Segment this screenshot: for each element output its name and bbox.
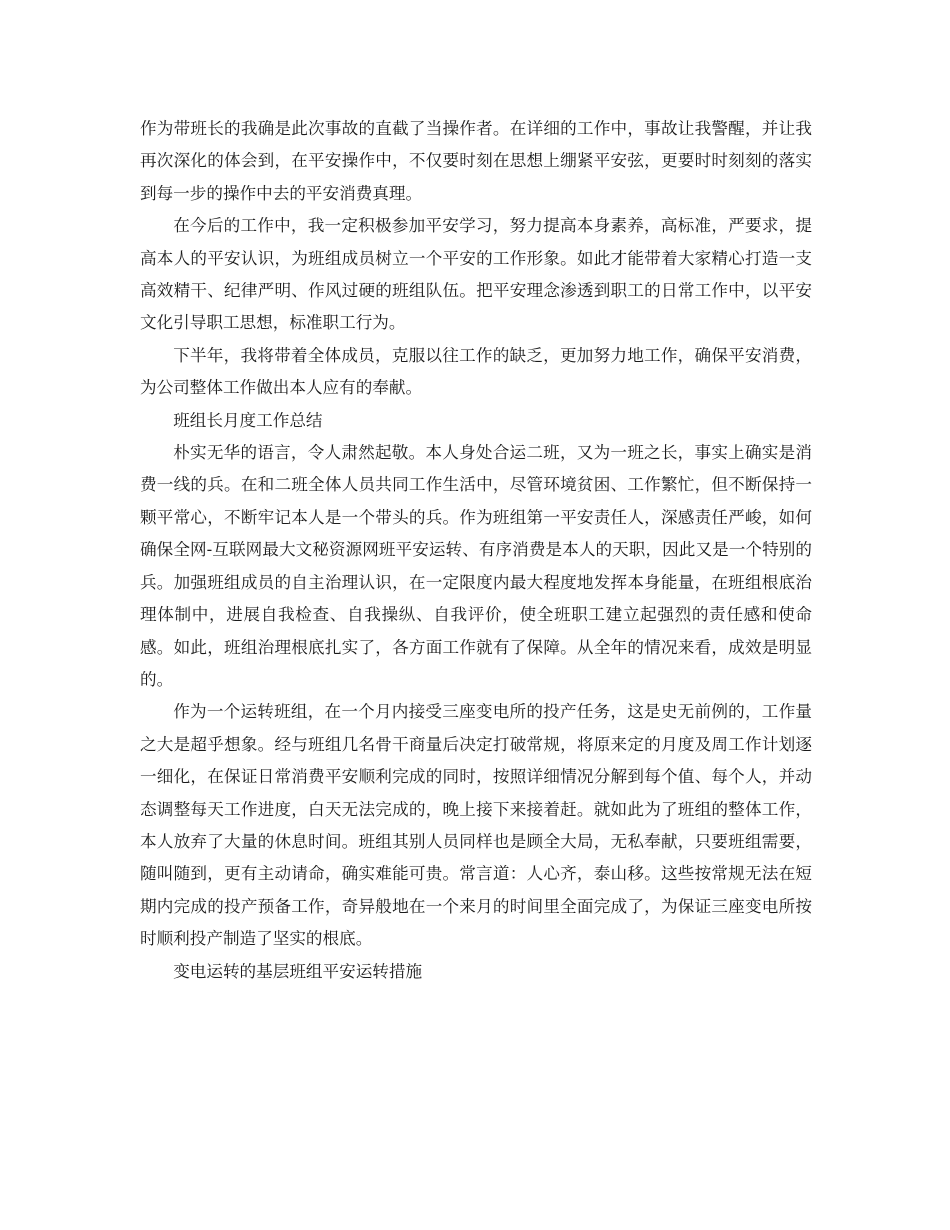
section-heading-safety-measures: 变电运转的基层班组平安运转措施 [173, 961, 423, 981]
paragraph-safety-commitment: 在今后的工作中，我一定积极参加平安学习，努力提高本身素养，高标准，严要求，提高本人的平安认识，为班组成员树立一个平安的工作形象。如此才能带着大家精心打造一支高效精干、纪律严明、作风过硬的班组队伍。把平安理念渗透到职工的日常工作中，以平安文化引导职工思想，标准职工行为。 [140, 216, 812, 333]
document-page [140, 113, 812, 988]
paragraph-second-half-year: 下半年，我将带着全体成员，克服以往工作的缺乏，更加努力地工作，确保平安消费，为公司整体工作做出本人应有的奉献。 [140, 345, 812, 398]
section-heading-monthly-summary: 班组长月度工作总结 [173, 410, 323, 430]
paragraph-continuation: 作为带班长的我确是此次事故的直截了当操作者。在详细的工作中，事故让我警醒，并让我再次深化的体会到，在平安操作中，不仅要时刻在思想上绷紧平安弦，更要时时刻刻的落实到每一步的操作中去的平安消费真理。 [140, 119, 812, 203]
paragraph-commissioning-tasks: 作为一个运转班组，在一个月内接受三座变电所的投产任务，这是史无前例的，工作量之大是超乎想象。经与班组几名骨干商量后决定打破常规，将原来定的月度及周工作计划逐一细化，在保证日常消费平安顺利完成的同时，按照详细情况分解到每个值、每个人，并动态调整每天工作进度，白天无法完成的，晚上接下来接着赶。就如此为了班组的整体工作，本人放弃了大量的休息时间。班组其别人员同样也是顾全大局，无私奉献，只要班组需要，随叫随到，更有主动请命，确实难能可贵。常言道：人心齐，泰山移。这些按常规无法在短期内完成的投产预备工作，奇异般地在一个来月的时间里全面完成了，为保证三座变电所按时顺利投产制造了坚实的根底。 [140, 702, 812, 949]
paragraph-team-leader-role: 朴实无华的语言，令人肃然起敬。本人身处合运二班，又为一班之长，事实上确实是消费一线的兵。在和二班全体人员共同工作生活中，尽管环境贫困、工作繁忙，但不断保持一颗平常心，不断牢记本人是一个带头的兵。作为班组第一平安责任人，深感责任严峻，如何确保全网-互联网最大文秘资源网班平安运转、有序消费是本人的天职，因此又是一个特别的兵。加强班组成员的自主治理认识，在一定限度内最大程度地发挥本身能量，在班组根底治理体制中，进展自我检查、自我操纵、自我评价，使全班职工建立起强烈的责任感和使命感。如此，班组治理根底扎实了，各方面工作就有了保障。从全年的情况来看，成效是明显的。 [140, 443, 812, 689]
